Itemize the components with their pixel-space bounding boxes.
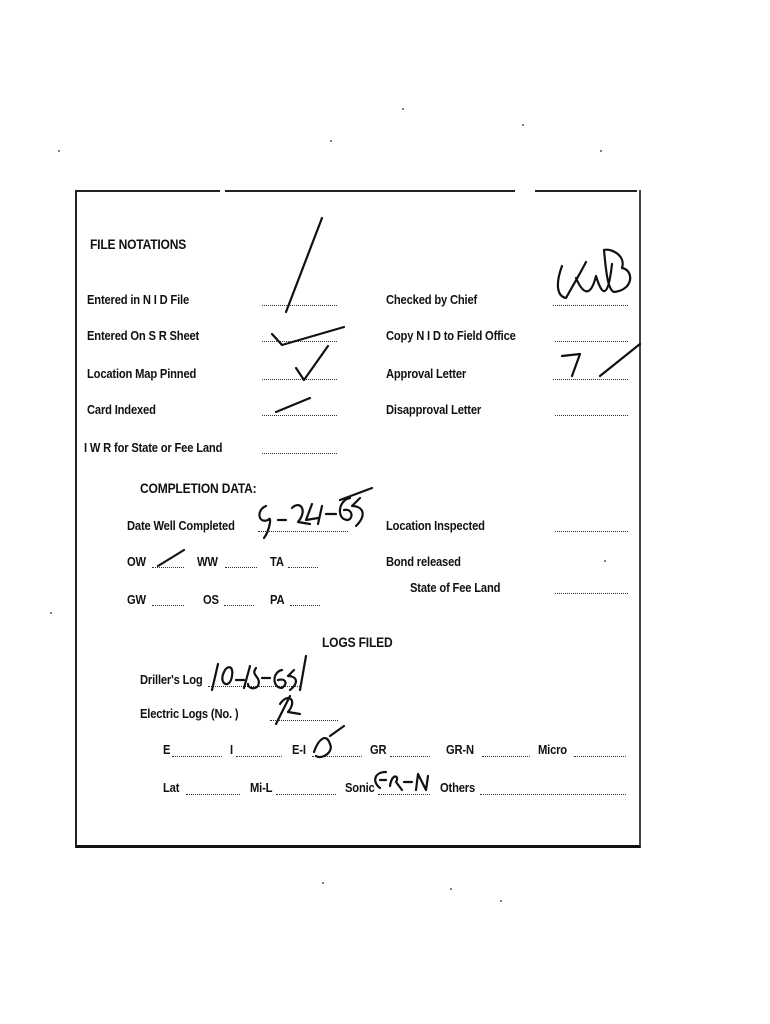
pa-label: PA — [270, 592, 285, 607]
check-mark — [276, 398, 310, 412]
log-lat-label: Lat — [163, 780, 180, 795]
log-i-label: I — [230, 742, 233, 757]
log-ei-label: E-I — [292, 742, 306, 757]
ei-handwriting — [314, 726, 344, 757]
check-mark — [272, 327, 344, 345]
drillers-log-label: Driller's Log — [140, 672, 203, 687]
scan-speck — [330, 140, 332, 142]
copy-nid-label: Copy N I D to Field Office — [386, 328, 516, 343]
drillers-log-date-handwriting — [212, 656, 306, 690]
os-label: OS — [203, 592, 219, 607]
sonic-handwriting — [375, 772, 428, 790]
log-grn-label: GR-N — [446, 742, 474, 757]
log-sonic-label: Sonic — [345, 780, 375, 795]
file-notations-title: FILE NOTATIONS — [90, 236, 187, 252]
entered-nid-label: Entered in N I D File — [87, 292, 190, 307]
entered-sr-label: Entered On S R Sheet — [87, 328, 200, 343]
bond-released-label: Bond released — [386, 554, 461, 569]
ow-label: OW — [127, 554, 146, 569]
completion-date-handwriting — [259, 488, 372, 538]
check-mark — [296, 346, 328, 380]
scan-speck — [600, 150, 602, 152]
ow-check-mark — [158, 550, 184, 566]
ww-label: WW — [197, 554, 218, 569]
scan-speck — [50, 612, 52, 614]
log-mil-label: Mi-L — [250, 780, 273, 795]
scan-speck — [58, 150, 60, 152]
log-micro-label: Micro — [538, 742, 567, 757]
log-gr-label: GR — [370, 742, 387, 757]
state-or-fee-label: State of Fee Land — [410, 580, 501, 595]
iwr-label: I W R for State or Fee Land — [84, 440, 223, 455]
scan-speck — [522, 124, 524, 126]
scan-speck — [402, 108, 404, 110]
initials-signature — [558, 250, 630, 298]
scan-speck — [450, 888, 452, 890]
location-inspected-label: Location Inspected — [386, 518, 485, 533]
scan-speck — [322, 882, 324, 884]
location-map-label: Location Map Pinned — [87, 366, 197, 381]
checked-by-chief-label: Checked by Chief — [386, 292, 478, 307]
scan-speck — [604, 560, 606, 562]
approval-letter-label: Approval Letter — [386, 366, 467, 381]
approval-mark — [562, 344, 640, 376]
long-slash-mark — [286, 218, 322, 312]
log-e-label: E — [163, 742, 171, 757]
card-indexed-label: Card Indexed — [87, 402, 156, 417]
date-well-completed-label: Date Well Completed — [127, 518, 235, 533]
logs-filed-title: LOGS FILED — [322, 634, 393, 650]
disapproval-letter-label: Disapproval Letter — [386, 402, 482, 417]
scan-speck — [500, 900, 502, 902]
completion-data-title: COMPLETION DATA: — [140, 480, 257, 496]
ta-label: TA — [270, 554, 284, 569]
electric-logs-count-handwriting — [276, 696, 300, 724]
log-others-label: Others — [440, 780, 476, 795]
electric-logs-label: Electric Logs (No. ) — [140, 706, 239, 721]
gw-label: GW — [127, 592, 146, 607]
